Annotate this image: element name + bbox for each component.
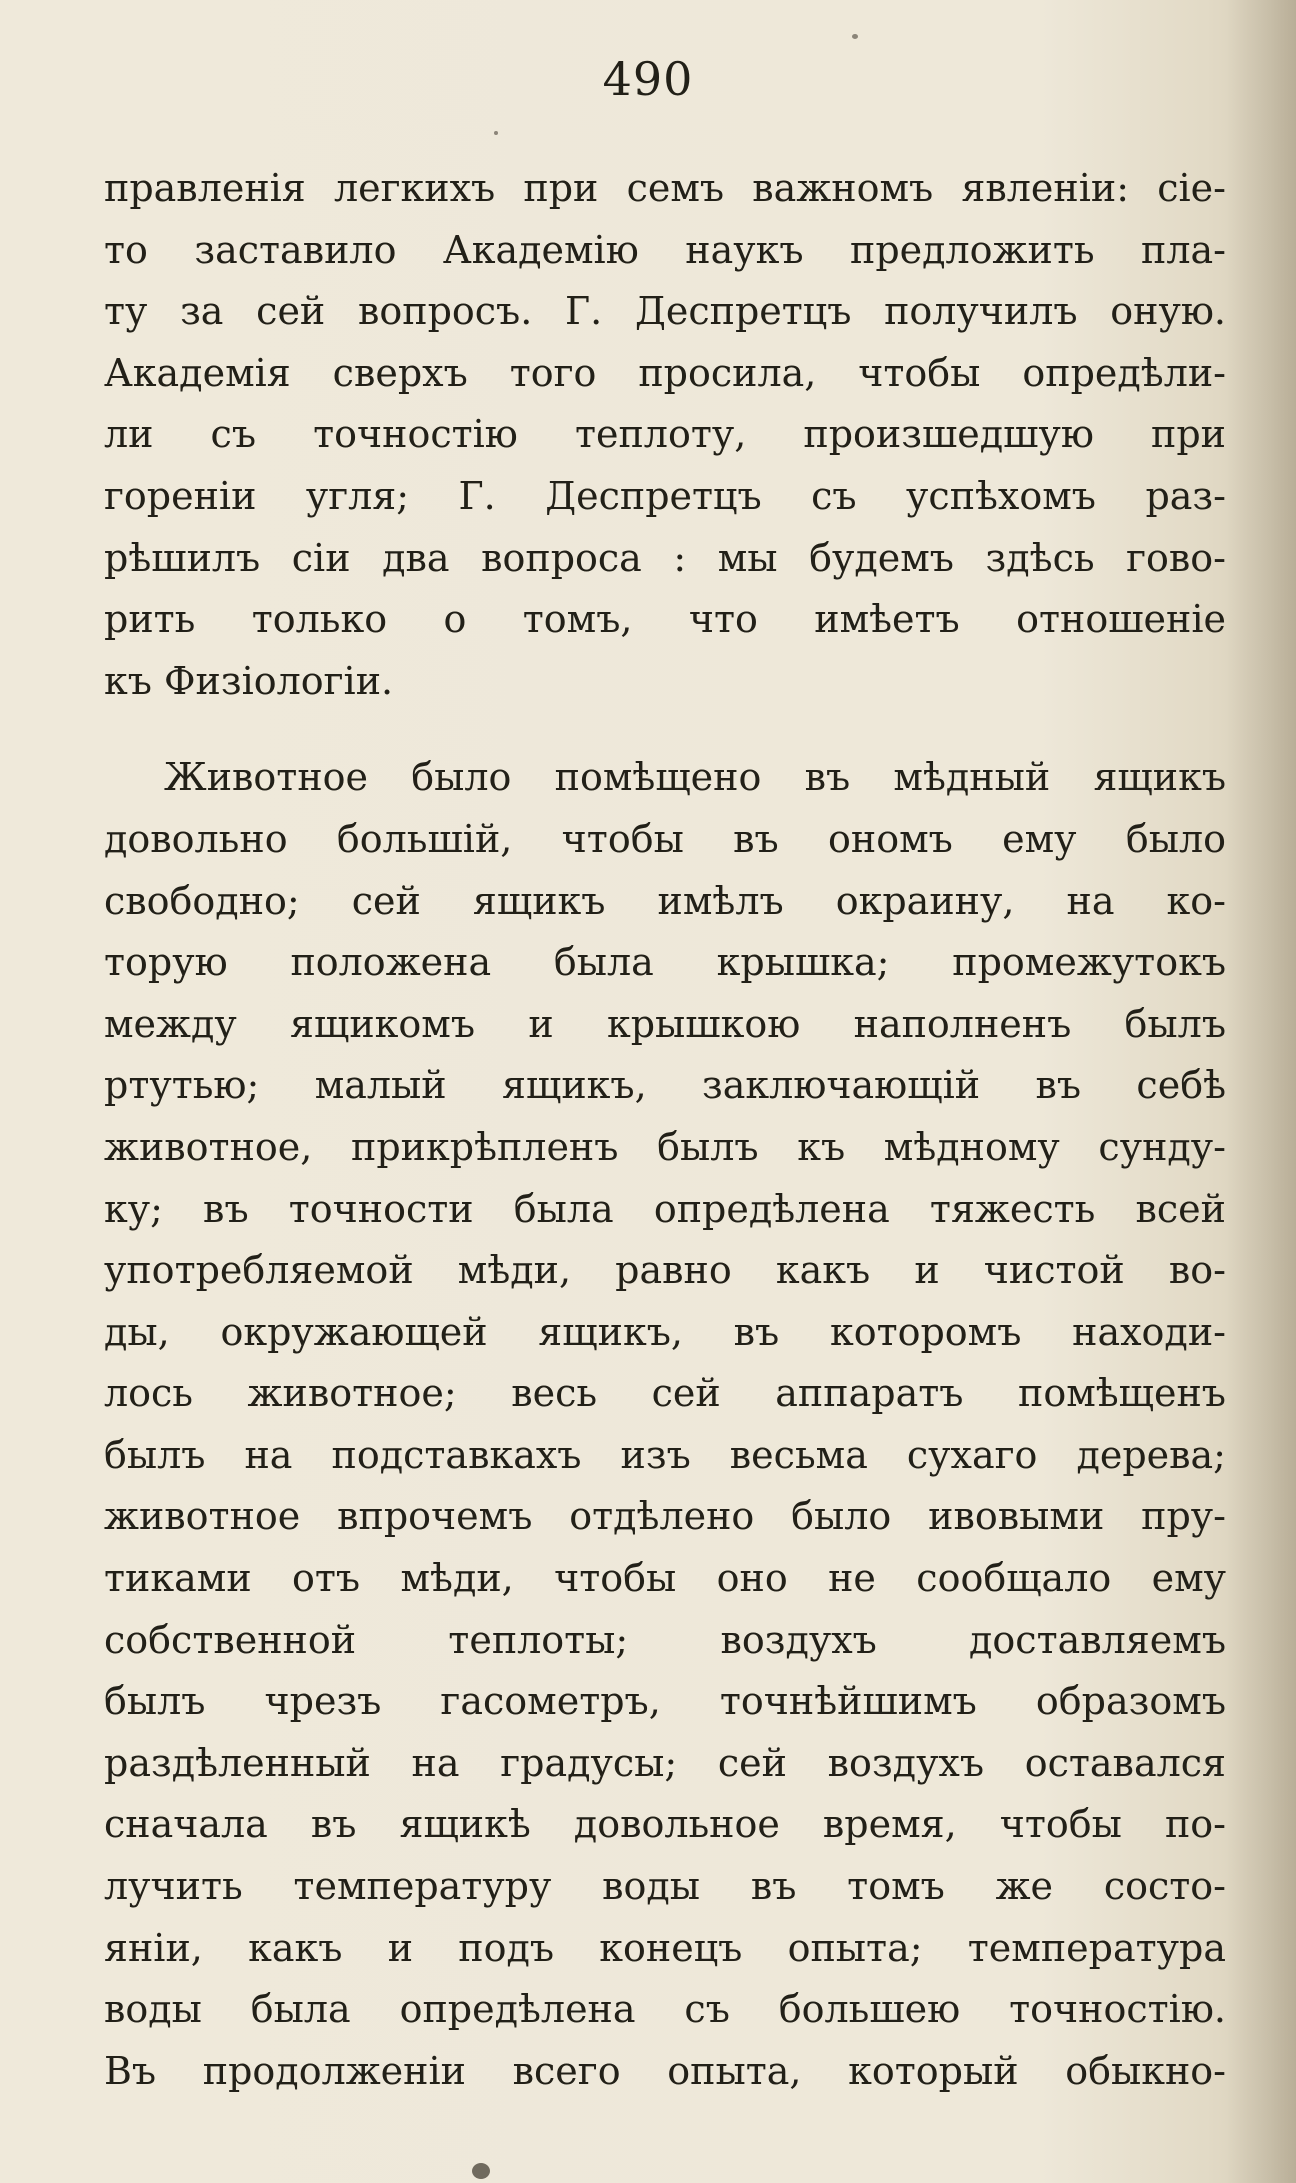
- text-line: употребляемой мѣди, равно какъ и чистой во-: [104, 1248, 1226, 1293]
- paragraph-1: [104, 158, 1226, 712]
- text-line: рить только о томъ, что имѣетъ отношеніе: [104, 597, 1226, 642]
- page-edge-shadow: [1226, 0, 1296, 2183]
- text-line: раздѣленный на градусы; сей воздухъ оставался: [104, 1740, 1226, 1785]
- text-line: былъ на подставкахъ изъ весьма сухаго дерева;: [104, 1432, 1226, 1477]
- text-line: былъ чрезъ гасометръ, точнѣйшимъ образомъ: [104, 1679, 1226, 1724]
- paragraph-2: [104, 747, 1226, 2102]
- ink-speck: [852, 34, 858, 39]
- text-line: тиками отъ мѣди, чтобы оно не сообщало ему: [104, 1556, 1226, 1601]
- body-text: [104, 158, 1226, 2102]
- text-line: рѣшилъ сіи два вопроса : мы будемъ здѣсь гово-: [104, 535, 1226, 580]
- text-line: лось животное; весь сей аппаратъ помѣщенъ: [104, 1371, 1226, 1416]
- text-line: сначала въ ящикѣ довольное время, чтобы по-: [104, 1802, 1226, 1847]
- text-line: къ Физіологіи.: [104, 658, 394, 703]
- text-line: животное, прикрѣпленъ былъ къ мѣдному сунду-: [104, 1124, 1226, 1169]
- text-line: Академія сверхъ того просила, чтобы опредѣли-: [104, 350, 1226, 395]
- ink-speck: [472, 2163, 490, 2179]
- text-line: ртутью; малый ящикъ, заключающій въ себѣ: [104, 1063, 1226, 1108]
- text-line: лучить температуру воды въ томъ же состо-: [104, 1864, 1226, 1909]
- text-line: яніи, какъ и подъ конецъ опыта; температура: [104, 1925, 1226, 1970]
- text-line: животное впрочемъ отдѣлено было ивовыми пру-: [104, 1494, 1226, 1539]
- text-line: между ящикомъ и крышкою наполненъ былъ: [104, 1001, 1226, 1046]
- paragraph-gap: [104, 712, 1226, 747]
- text-line: ды, окружающей ящикъ, въ которомъ находи-: [104, 1309, 1226, 1354]
- text-line: то заставило Академію наукъ предложить пла-: [104, 227, 1226, 272]
- text-line: собственной теплоты; воздухъ доставляемъ: [104, 1617, 1226, 1662]
- text-line: ку; въ точности была опредѣлена тяжесть всей: [104, 1186, 1226, 1231]
- text-line: воды была опредѣлена съ большею точностію.: [104, 1987, 1226, 2032]
- text-line: Въ продолженіи всего опыта, который обыкно-: [104, 2048, 1226, 2093]
- text-line: свободно; сей ящикъ имѣлъ окраину, на ко-: [104, 878, 1226, 923]
- text-line: Животное было помѣщено въ мѣдный ящикъ: [164, 755, 1226, 800]
- text-line: гореніи угля; Г. Деспретцъ съ успѣхомъ раз-: [104, 473, 1226, 518]
- ink-speck: [494, 131, 498, 135]
- page-number: 490: [602, 52, 694, 106]
- text-line: ту за сей вопросъ. Г. Деспретцъ получилъ оную.: [104, 289, 1226, 334]
- text-line: правленія легкихъ при семъ важномъ явленіи: сіе-: [104, 166, 1226, 210]
- text-line: торую положена была крышка; промежутокъ: [104, 940, 1226, 985]
- text-line: довольно большій, чтобы въ ономъ ему было: [104, 816, 1226, 861]
- text-line: ли съ точностію теплоту, произшедшую при: [104, 412, 1226, 457]
